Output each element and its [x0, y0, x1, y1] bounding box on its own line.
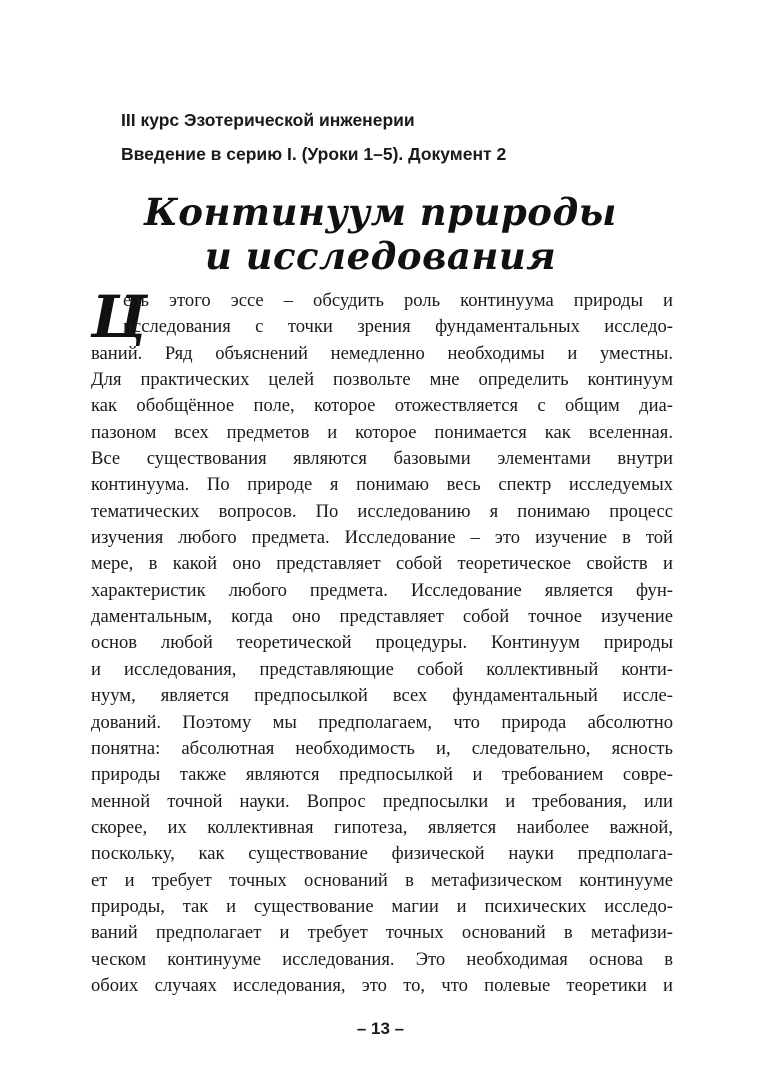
chapter-title-line-2: и исследования	[204, 234, 557, 278]
text-line: дований. Поэтому мы предполагаем, что природа абсолютно	[91, 711, 673, 733]
text-line: нуум, является предпосылкой всех фундаментальный иссле-	[91, 685, 673, 707]
text-line: мере, в какой оно представляет собой теоретическое свойств и	[91, 553, 673, 575]
drop-cap: Ц	[91, 283, 148, 351]
text-line: пазоном всех предметов и которое понимается как вселенная.	[91, 421, 673, 443]
text-line: ваний. Ряд объяснений немедленно необходимы и уместны.	[91, 342, 673, 364]
text-line: континуума. По природе я понимаю весь спектр исследуемых	[91, 474, 673, 496]
text-line: Все существования являются базовыми элементами внутри	[91, 448, 673, 470]
text-line: поскольку, как существование физической науки предполага-	[91, 843, 673, 865]
text-line: характеристик любого предмета. Исследование является фун-	[91, 579, 673, 601]
chapter-title-line-1: Континуум природы	[144, 190, 617, 234]
course-heading: III курс Эзотерической инженерии	[121, 110, 415, 130]
series-heading: Введение в серию I. (Уроки 1–5). Документ 2	[121, 144, 507, 164]
running-header	[121, 103, 506, 171]
text-line: менной точной науки. Вопрос предпосылки и требования, или	[91, 790, 673, 812]
text-line: ческом континууме исследования. Это необходимая основа в	[91, 948, 673, 970]
text-line: ель этого эссе – обсудить роль континуума природы и	[123, 290, 673, 311]
text-line: изучения любого предмета. Исследование – это изучение в той	[91, 527, 673, 549]
text-line: ет и требует точных оснований в метафизическом континууме	[91, 869, 673, 891]
page-number: – 13 –	[356, 1019, 405, 1038]
text-line: скорее, их коллективная гипотеза, является наиболее важной,	[91, 816, 673, 838]
text-line: природы, так и существование магии и психических исследо-	[91, 895, 673, 917]
text-line: ваний предполагает и требует точных оснований в метафизи-	[91, 922, 673, 944]
text-line: основ любой теоретической процедуры. Континуум природы	[91, 632, 673, 654]
text-line: тематических вопросов. По исследованию я понимаю процесс	[91, 500, 673, 522]
text-line: исследования с точки зрения фундаментальных исследо-	[123, 316, 673, 338]
body-text	[91, 283, 673, 999]
text-line: понятна: абсолютная необходимость и, следовательно, ясность	[91, 737, 673, 759]
text-line: и исследования, представляющие собой коллективный конти-	[91, 658, 673, 680]
text-line: обоих случаях исследования, это то, что полевые теоретики и	[91, 974, 673, 996]
text-line: природы также являются предпосылкой и требованием совре-	[91, 764, 673, 786]
text-line: Для практических целей позвольте мне определить континуум	[91, 369, 673, 391]
text-line: даментальным, когда оно представляет собой точное изучение	[91, 606, 673, 628]
text-line: как обобщённое поле, которое отожествляется с общим диа-	[91, 395, 673, 417]
chapter-title	[0, 190, 761, 278]
